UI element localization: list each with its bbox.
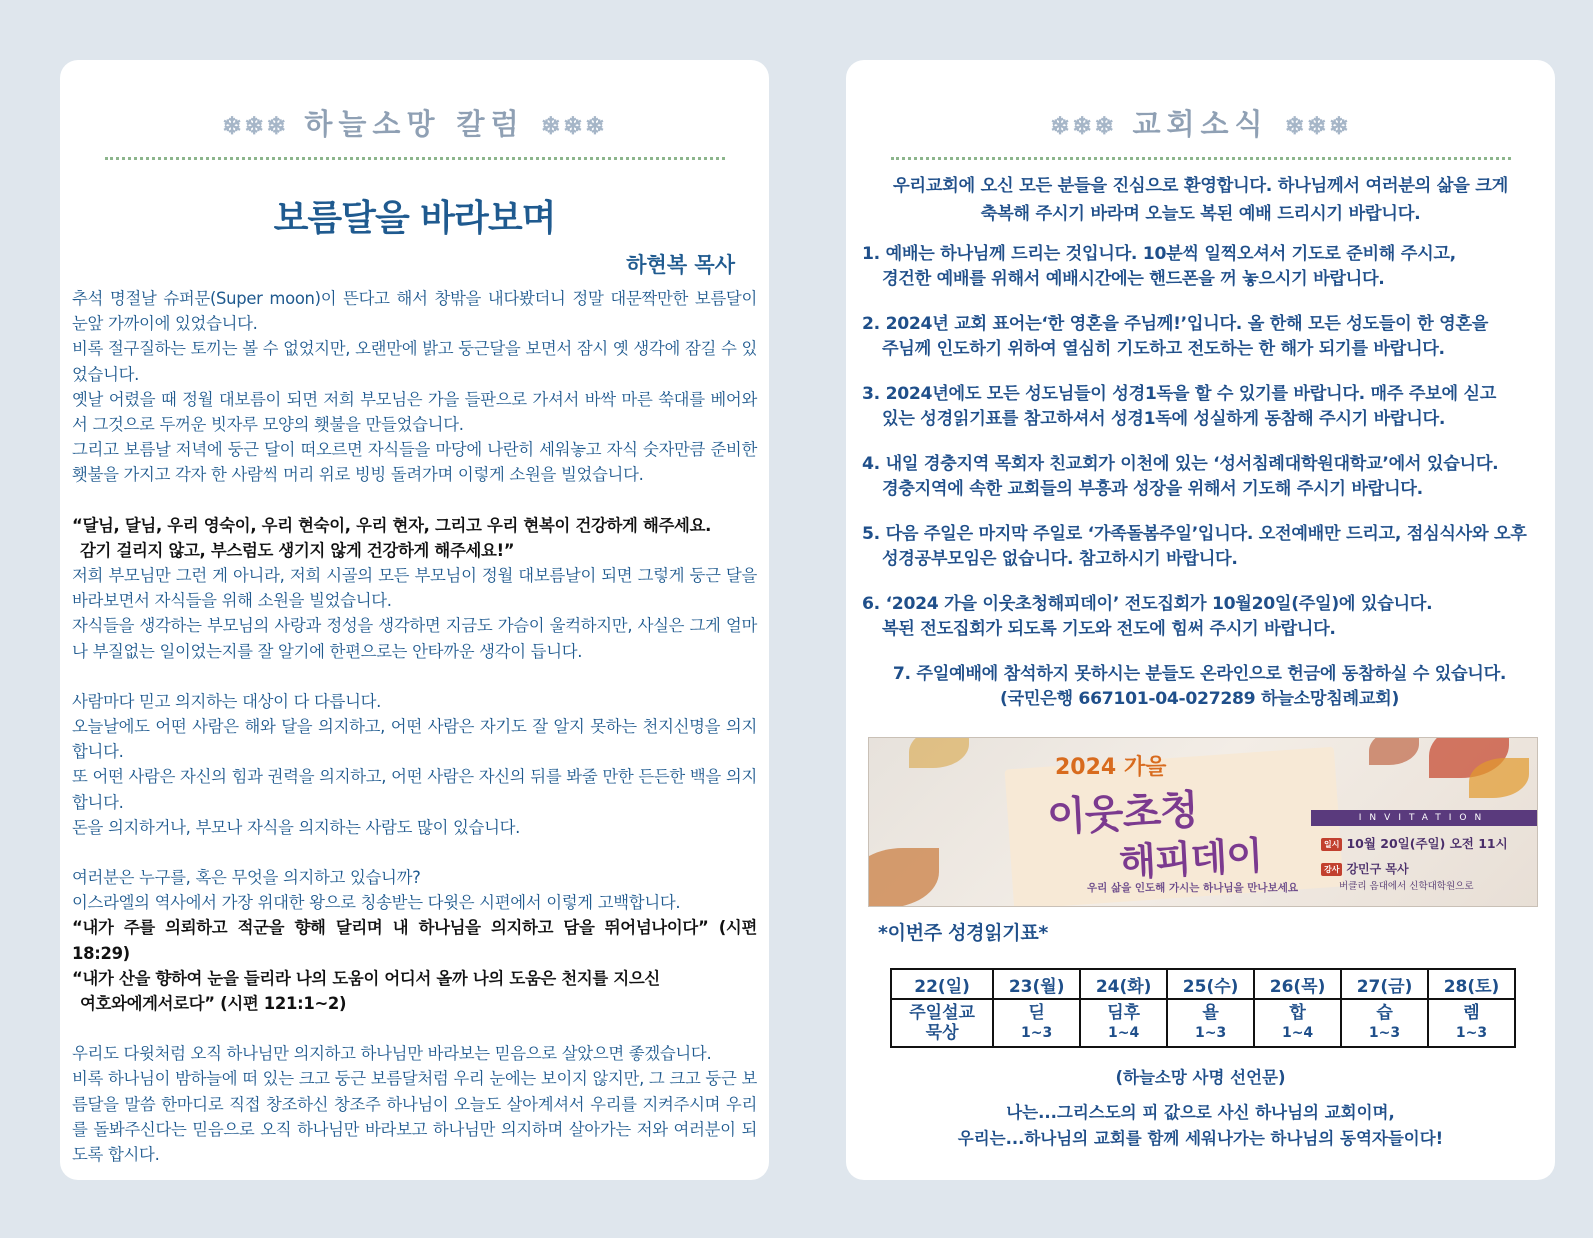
banner-slogan: 우리 삶을 인도해 가시는 하나님을 만나보세요 xyxy=(1087,882,1298,894)
banner-headline-1: 이웃초청 xyxy=(1046,787,1199,841)
section-title xyxy=(60,102,769,143)
event-banner xyxy=(868,737,1538,907)
reading-day-header: 26(목) xyxy=(1254,969,1341,999)
reading-body-row xyxy=(891,999,1515,1047)
banner-when xyxy=(1321,834,1508,852)
banner-invitation: INVITATION xyxy=(1311,810,1537,826)
when-text: 10월 20일(주일) 오전 11시 xyxy=(1346,836,1508,851)
reading-chapters: 1~4 xyxy=(1281,1025,1314,1041)
reading-book: 딛 xyxy=(1028,1003,1045,1023)
reading-book: 딤후 xyxy=(1107,1003,1141,1023)
notice-line: 6. ‘2024 가을 이웃초청해피데이’ 전도집회가 10월20일(주일)에 있습니다. xyxy=(862,594,1433,614)
section-title-text: 하늘소망 칼럼 xyxy=(304,107,525,141)
notice-line: 주님께 인도하기 위하여 열심히 기도하고 전도하는 한 해가 되기를 바랍니다. xyxy=(882,339,1445,359)
paragraph: 돈을 의지하거나, 부모나 자식을 의지하는 사람도 많이 있습니다. xyxy=(72,817,521,837)
paragraph: 여러분은 누구를, 혹은 무엇을 의지하고 있습니까? xyxy=(72,868,421,888)
notice-item xyxy=(862,452,1537,502)
notice-line: 경건한 예배를 위해서 예배시간에는 핸드폰을 꺼 놓으시기 바랍니다. xyxy=(882,269,1385,289)
reading-cell xyxy=(1254,999,1341,1047)
reading-cell xyxy=(1167,999,1254,1047)
column-body xyxy=(72,286,757,1167)
reading-chapters: 1~3 xyxy=(1021,1025,1053,1041)
snowflake-icon: ❄❄❄ xyxy=(540,111,608,140)
snowflake-icon: ❄❄❄ xyxy=(221,111,289,140)
paragraph: 우리도 다윗처럼 오직 하나님만 의지하고 하나님만 바라보는 믿음으로 살았으면 좋겠습니다. xyxy=(72,1044,712,1064)
welcome-line: 축복해 주시기 바라며 오늘도 복된 예배 드리시기 바랍니다. xyxy=(980,204,1421,224)
notice-list xyxy=(862,242,1537,712)
reading-book: 주일설교 xyxy=(909,1003,975,1023)
paragraph: 저희 부모님만 그런 게 아니라, 저희 시골의 모든 부모님이 정월 대보름날이 되면 그렇게 둥근 달을 바라보면서 자식들을 위해 소원을 빌었습니다. xyxy=(72,566,757,611)
banner-speaker xyxy=(1321,860,1409,877)
mission-line: 우리는...하나님의 교회를 함께 세워나가는 하나님의 동역자들이다! xyxy=(957,1129,1444,1148)
banner-speaker-sub: 버클리 음대에서 신학대학원으로 xyxy=(1339,881,1474,892)
paragraph: 또 어떤 사람은 자신의 힘과 권력을 의지하고, 어떤 사람은 자신의 뒤를 봐줄 만한 든든한 백을 의지합니다. xyxy=(72,767,757,812)
reading-day-header: 25(수) xyxy=(1167,969,1254,999)
reading-cell xyxy=(891,999,993,1047)
notice-item xyxy=(862,662,1537,712)
notice-line: (국민은행 667101-04-027289 하늘소망침례교회) xyxy=(999,689,1399,709)
notice-line: 성경공부모임은 없습니다. 참고하시기 바랍니다. xyxy=(882,549,1238,569)
notice-line: 복된 전도집회가 되도록 기도와 전도에 힘써 주시기 바랍니다. xyxy=(882,619,1336,639)
reading-book: 합 xyxy=(1289,1003,1306,1023)
notice-line: 2. 2024년 교회 표어는‘한 영혼을 주님께!’입니다. 올 한해 모든 성도들이 한 영혼을 xyxy=(862,314,1489,334)
notice-line: 1. 예배는 하나님께 드리는 것입니다. 10분씩 일찍오셔서 기도로 준비해 주시고, xyxy=(862,244,1456,264)
mission-line: 나는...그리스도의 피 값으로 사신 하나님의 교회이며, xyxy=(1006,1103,1395,1122)
leaf-decoration xyxy=(1369,737,1419,765)
paragraph-gap xyxy=(72,1016,757,1041)
notice-line: 있는 성경읽기표를 참고하셔서 성경1독에 성실하게 동참해 주시기 바랍니다. xyxy=(882,409,1446,429)
snowflake-icon: ❄❄❄ xyxy=(1284,111,1351,140)
notice-line: 5. 다음 주일은 마지막 주일로 ‘가족돌봄주일’입니다. 오전예배만 드리고, 점심식사와 오후 xyxy=(862,524,1527,544)
paragraph: 비록 절구질하는 토끼는 볼 수 없었지만, 오랜만에 밝고 둥근달을 보면서 잠시 옛 생각에 잠길 수 있었습니다. xyxy=(72,339,757,384)
news-panel xyxy=(846,60,1555,1180)
reading-table xyxy=(890,968,1516,1048)
reading-day-header: 24(화) xyxy=(1080,969,1167,999)
notice-line: 7. 주일예배에 참석하지 못하시는 분들도 온라인으로 헌금에 동참하실 수 있습니다. xyxy=(892,664,1507,684)
speaker-tag: 강사 xyxy=(1321,863,1342,876)
notice-line: 경충지역에 속한 교회들의 부흥과 성장을 위해서 기도해 주시기 바랍니다. xyxy=(882,479,1423,499)
welcome-line: 우리교회에 오신 모든 분들을 진심으로 환영합니다. 하나님께서 여러분의 삶을 크게 xyxy=(892,176,1509,196)
banner-year: 2024 가을 xyxy=(1055,755,1167,780)
notice-item xyxy=(862,522,1537,572)
reading-cell xyxy=(1080,999,1167,1047)
scripture-quote: 감기 걸리지 않고, 부스럼도 생기지 않게 건강하게 해주세요!” xyxy=(80,540,515,560)
notice-item xyxy=(862,382,1537,432)
scripture-quote: “내가 산을 향하여 눈을 들리라 나의 도움이 어디서 올까 나의 도움은 천지를 지으신 xyxy=(72,968,660,988)
section-title-text: 교회소식 xyxy=(1132,107,1269,141)
section-title xyxy=(846,102,1555,143)
paragraph: 비록 하나님이 밤하늘에 떠 있는 크고 둥근 보름달처럼 우리 눈에는 보이지 않지만, 그 크고 둥근 보름달을 말씀 한마디로 직접 창조하신 창조주 하나님이 오늘도 살아계셔서 우리를 지켜주시며 우리를 돌봐주신다는 믿음으로 오직 하나님만 바라보고 하나님만 의지하며 살아가는 저와 여러분이 되도록 합시다. xyxy=(72,1069,757,1165)
paragraph: 자식들을 생각하는 부모님의 사랑과 정성을 생각하면 지금도 가슴이 울컥하지만, 사실은 그게 얼마나 부질없는 일이었는지를 잘 알기에 한편으로는 안타까운 생각이 듭니다. xyxy=(72,616,757,661)
reading-day-header: 27(금) xyxy=(1341,969,1428,999)
scripture-quote: 여호와에게서로다” (시편 121:1~2) xyxy=(80,994,347,1014)
speaker-text: 강민구 목사 xyxy=(1346,862,1409,876)
divider xyxy=(105,157,725,160)
paragraph: 이스라엘의 역사에서 가장 위대한 왕으로 칭송받는 다윗은 시편에서 이렇게 고백합니다. xyxy=(72,893,681,913)
divider xyxy=(891,157,1511,160)
reading-cell xyxy=(1341,999,1428,1047)
snowflake-icon: ❄❄❄ xyxy=(1050,111,1117,140)
column-panel xyxy=(60,60,769,1180)
leaf-decoration xyxy=(868,848,939,907)
mission-title: (하늘소망 사명 선언문) xyxy=(1115,1068,1286,1087)
reading-chapters: 1~3 xyxy=(1455,1025,1488,1041)
welcome-message xyxy=(846,172,1555,228)
reading-day-header: 22(일) xyxy=(891,969,993,999)
reading-cell xyxy=(993,999,1080,1047)
reading-day-header: 28(토) xyxy=(1428,969,1515,999)
notice-item xyxy=(862,242,1537,292)
reading-chapters: 1~3 xyxy=(1194,1025,1227,1041)
notice-item xyxy=(862,312,1537,362)
column-author: 하현복 목사 xyxy=(626,253,735,277)
paragraph-gap xyxy=(72,840,757,865)
reading-title: *이번주 성경읽기표* xyxy=(878,922,1049,944)
reading-cell xyxy=(1428,999,1515,1047)
banner-headline-2: 해피데이 xyxy=(1118,833,1264,885)
paragraph-gap xyxy=(72,488,757,513)
leaf-decoration xyxy=(909,737,969,768)
paragraph: 오늘날에도 어떤 사람은 해와 달을 의지하고, 어떤 사람은 자기도 잘 알지 못하는 천지신명을 의지합니다. xyxy=(72,717,757,762)
paragraph: 옛날 어렸을 때 정월 대보름이 되면 저희 부모님은 가을 들판으로 가셔서 바싹 마른 쑥대를 베어와서 그것으로 두꺼운 빗자루 모양의 횃불을 만들었습니다. xyxy=(72,389,757,435)
reading-chapters: 1~3 xyxy=(1368,1025,1401,1041)
when-tag: 일시 xyxy=(1321,838,1342,851)
paragraph: 그리고 보름날 저녁에 둥근 달이 떠오르면 자식들을 마당에 나란히 세워놓고 자식 숫자만큼 준비한 횃불을 가지고 각자 한 사람씩 머리 위로 빙빙 돌려가며 이렇게 소원을 빌었습니다. xyxy=(72,440,757,485)
notice-item xyxy=(862,592,1537,642)
column-title: 보름달을 바라보며 xyxy=(273,198,556,239)
paragraph: 사람마다 믿고 의지하는 대상이 다 다릅니다. xyxy=(72,691,382,711)
reading-day-header: 23(월) xyxy=(993,969,1080,999)
reading-book: 습 xyxy=(1376,1003,1393,1023)
scripture-quote: “내가 주를 의뢰하고 적군을 향해 달리며 내 하나님을 의지하고 담을 뛰어넘나이다” (시편 18:29) xyxy=(72,918,757,963)
reading-book: 욜 xyxy=(1202,1003,1219,1023)
paragraph-gap xyxy=(72,664,757,689)
paragraph: 추석 명절날 슈퍼문(Super moon)이 뜬다고 해서 창밖을 내다봤더니 정말 대문짝만한 보름달이 눈앞 가까이에 있었습니다. xyxy=(72,289,757,334)
scripture-quote: “달님, 달님, 우리 영숙이, 우리 현숙이, 우리 현자, 그리고 우리 현복이 건강하게 해주세요. xyxy=(72,515,712,535)
mission-statement xyxy=(846,1100,1555,1152)
notice-line: 4. 내일 경충지역 목회자 친교회가 이천에 있는 ‘성서침례대학원대학교’에서 있습니다. xyxy=(862,454,1499,474)
notice-line: 3. 2024년에도 모든 성도님들이 성경1독을 할 수 있기를 바랍니다. 매주 주보에 싣고 xyxy=(862,384,1497,404)
reading-header-row xyxy=(891,969,1515,999)
reading-chapters: 1~4 xyxy=(1108,1025,1140,1041)
reading-chapters: 묵상 xyxy=(925,1023,959,1043)
reading-book: 렘 xyxy=(1463,1003,1480,1023)
